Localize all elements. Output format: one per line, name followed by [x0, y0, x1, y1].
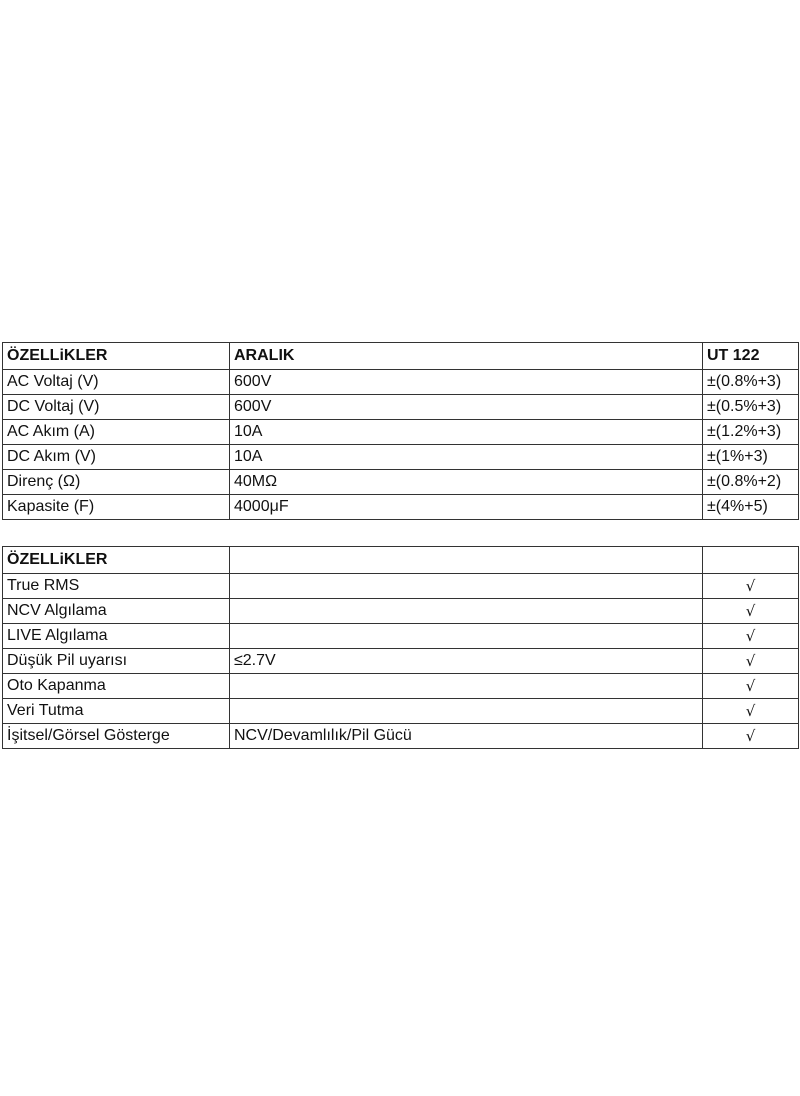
feature-cell: LIVE Algılama	[3, 624, 230, 649]
check-mark-icon: √	[703, 624, 799, 649]
table-row	[3, 420, 799, 445]
table-row	[3, 370, 799, 395]
feature-cell: DC Voltaj (V)	[3, 395, 230, 420]
table-row	[3, 649, 799, 674]
check-mark-icon: √	[703, 724, 799, 749]
value-cell	[230, 574, 703, 599]
header-empty	[703, 547, 799, 574]
table-header-row	[3, 547, 799, 574]
feature-cell: Direnç (Ω)	[3, 470, 230, 495]
check-mark-icon: √	[703, 649, 799, 674]
table-row	[3, 395, 799, 420]
accuracy-cell: ±(4%+5)	[703, 495, 799, 520]
table-row	[3, 495, 799, 520]
value-cell	[230, 674, 703, 699]
table-row	[3, 674, 799, 699]
value-cell	[230, 624, 703, 649]
check-mark-icon: √	[703, 599, 799, 624]
accuracy-cell: ±(0.8%+3)	[703, 370, 799, 395]
table-row	[3, 599, 799, 624]
table-row	[3, 724, 799, 749]
value-cell	[230, 699, 703, 724]
header-features: ÖZELLiKLER	[3, 547, 230, 574]
header-model: UT 122	[703, 343, 799, 370]
feature-cell: Oto Kapanma	[3, 674, 230, 699]
range-cell: 600V	[230, 395, 703, 420]
range-spec-table	[2, 342, 799, 520]
table-row	[3, 470, 799, 495]
range-cell: 10A	[230, 420, 703, 445]
feature-cell: NCV Algılama	[3, 599, 230, 624]
feature-cell: İşitsel/Görsel Gösterge	[3, 724, 230, 749]
accuracy-cell: ±(0.5%+3)	[703, 395, 799, 420]
range-cell: 600V	[230, 370, 703, 395]
table-row	[3, 699, 799, 724]
accuracy-cell: ±(0.8%+2)	[703, 470, 799, 495]
feature-cell: AC Voltaj (V)	[3, 370, 230, 395]
accuracy-cell: ±(1.2%+3)	[703, 420, 799, 445]
check-mark-icon: √	[703, 574, 799, 599]
feature-cell: Veri Tutma	[3, 699, 230, 724]
feature-spec-table	[2, 546, 799, 749]
value-cell: ≤2.7V	[230, 649, 703, 674]
table-row	[3, 574, 799, 599]
table-row	[3, 624, 799, 649]
check-mark-icon: √	[703, 699, 799, 724]
table-header-row	[3, 343, 799, 370]
range-cell: 4000μF	[230, 495, 703, 520]
header-range: ARALIK	[230, 343, 703, 370]
range-cell: 10A	[230, 445, 703, 470]
value-cell: NCV/Devamlılık/Pil Gücü	[230, 724, 703, 749]
accuracy-cell: ±(1%+3)	[703, 445, 799, 470]
header-features: ÖZELLiKLER	[3, 343, 230, 370]
check-mark-icon: √	[703, 674, 799, 699]
value-cell	[230, 599, 703, 624]
range-cell: 40MΩ	[230, 470, 703, 495]
feature-cell: DC Akım (V)	[3, 445, 230, 470]
feature-cell: Düşük Pil uyarısı	[3, 649, 230, 674]
feature-cell: Kapasite (F)	[3, 495, 230, 520]
feature-cell: AC Akım (A)	[3, 420, 230, 445]
header-empty	[230, 547, 703, 574]
feature-cell: True RMS	[3, 574, 230, 599]
table-row	[3, 445, 799, 470]
